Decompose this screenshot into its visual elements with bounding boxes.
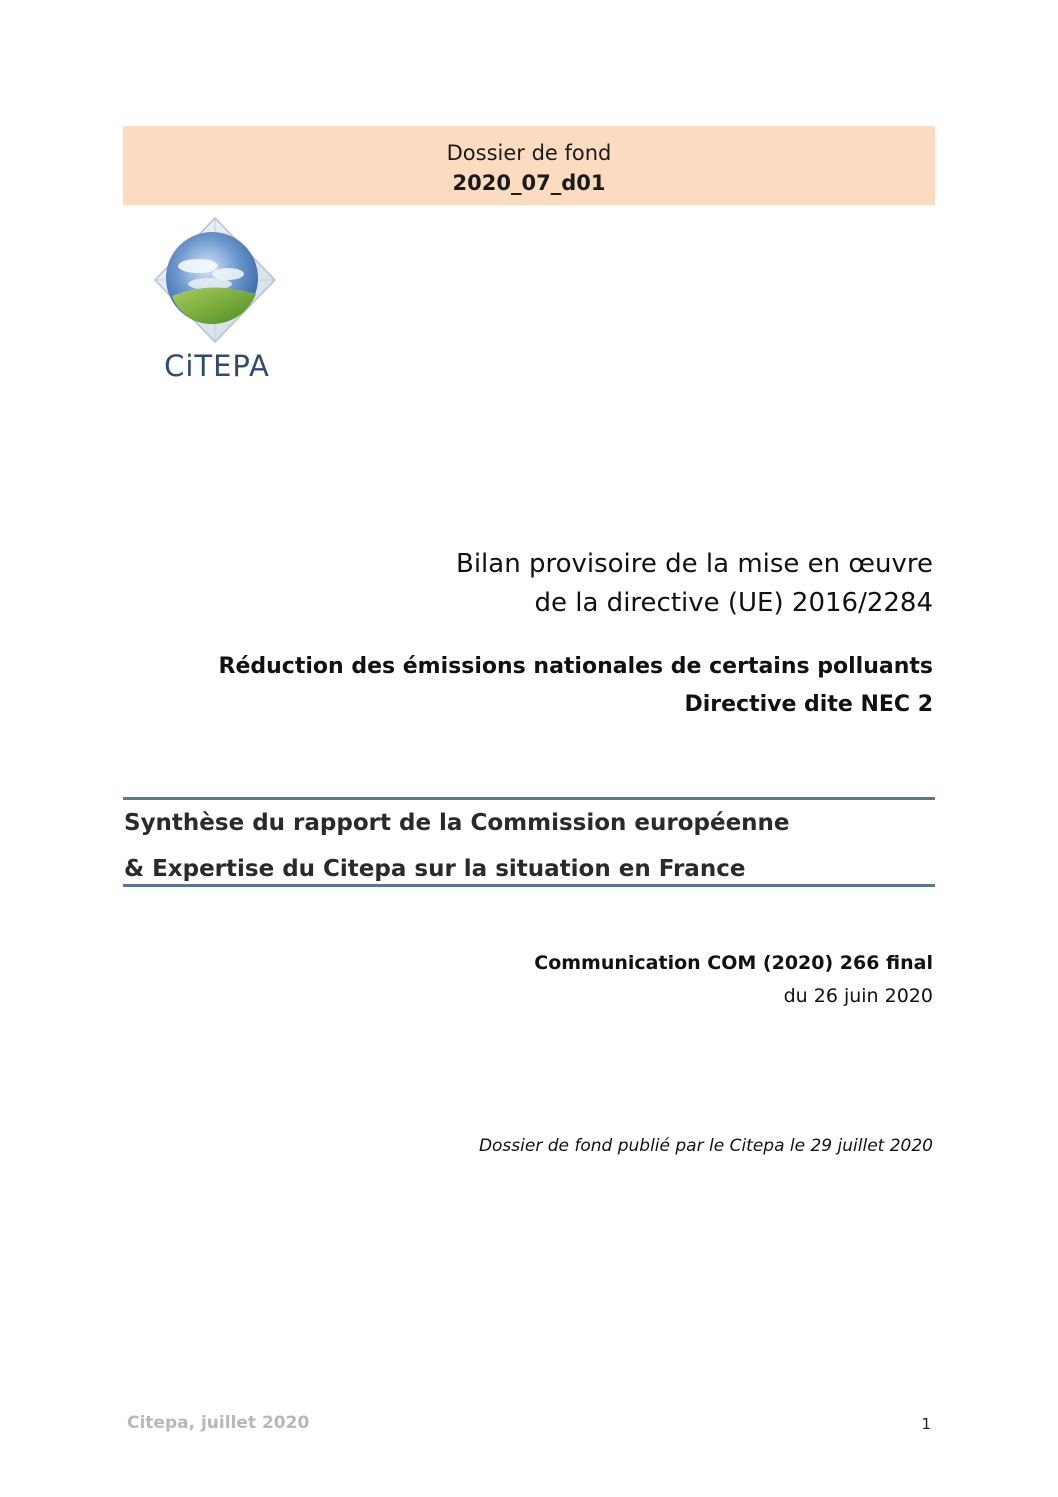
publication-note: Dossier de fond publié par le Citepa le 29 juillet 2020 [478,1136,933,1156]
document-reference: 2020_07_d01 [452,171,606,195]
divider-bottom [123,884,935,887]
citepa-logo-icon [140,214,300,384]
communication-title: Communication COM (2020) 266 final [534,952,933,974]
communication-reference [333,947,933,1013]
synthese-line-2: & Expertise du Citepa sur la situation en France [124,856,746,882]
communication-date: du 26 juin 2020 [783,985,933,1007]
main-title [233,545,933,623]
logo-text: CiTEPA [164,349,270,383]
citepa-logo [140,214,300,384]
subtitle-line-2: Directive dite NEC 2 [684,692,933,717]
subtitle-line-1: Réduction des émissions nationales de certains polluants [218,654,933,679]
main-title-line-1: Bilan provisoire de la mise en œuvre [455,549,933,579]
synthese-line-1: Synthèse du rapport de la Commission européenne [124,810,790,836]
document-header-band [123,126,935,205]
page-number: 1 [921,1415,931,1433]
footer-credit: Citepa, juillet 2020 [127,1413,310,1433]
document-type-label: Dossier de fond [446,141,612,165]
subtitle [133,648,933,724]
synthese-block [124,800,934,892]
main-title-line-2: de la directive (UE) 2016/2284 [534,588,933,618]
